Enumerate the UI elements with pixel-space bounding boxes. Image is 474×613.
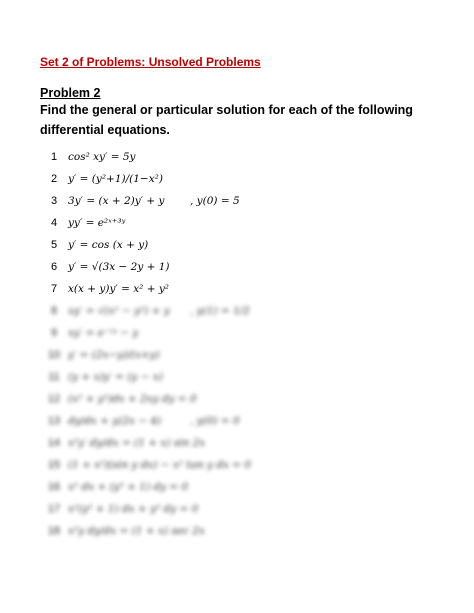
problem-item bbox=[40, 190, 440, 212]
problem-equation: y′ = (y²+1)/(1−x²) bbox=[68, 173, 163, 185]
problem-number: 5 bbox=[50, 239, 58, 251]
problem-number: 2 bbox=[50, 173, 58, 185]
problem-number: 4 bbox=[50, 217, 58, 229]
problem-item bbox=[40, 476, 440, 498]
problem-item bbox=[40, 168, 440, 190]
initial-condition: , y(1) = 1/2 bbox=[190, 305, 250, 317]
problem-equation: yy′ = e²ˣ⁺³ʸ bbox=[68, 217, 126, 229]
problem-equation: cos² xy′ = 5y bbox=[68, 151, 136, 163]
problem-number: 8 bbox=[50, 305, 58, 317]
problem-item bbox=[40, 344, 440, 366]
problem-item bbox=[40, 146, 440, 168]
problem-item bbox=[40, 278, 440, 300]
problem-item bbox=[40, 498, 440, 520]
problem-number: 17 bbox=[47, 503, 61, 515]
problem-item bbox=[40, 520, 440, 542]
problem-item bbox=[40, 322, 440, 344]
problem-item bbox=[40, 300, 440, 322]
problem-equation: x²y′ dy/dx = (1 + x) sin 2x bbox=[68, 437, 206, 449]
problem-item bbox=[40, 212, 440, 234]
problem-number: 11 bbox=[48, 371, 60, 383]
problem-item bbox=[40, 234, 440, 256]
problem-item bbox=[40, 432, 440, 454]
problem-equation: x²(y² + 1) dx + y² dy = 0 bbox=[68, 503, 199, 515]
problem-equation: x²y dy/dx = (1 + x) sec 2x bbox=[68, 525, 205, 537]
problem-equation: 3y′ = (x + 2)y′ + y bbox=[68, 195, 165, 207]
instructions-text: Find the general or particular solution for each of the following differential equations. bbox=[40, 103, 413, 137]
problem-number: 7 bbox=[50, 283, 58, 295]
problem-item bbox=[40, 256, 440, 278]
problem-equation: (y + x)y′ = (y − x) bbox=[68, 371, 163, 383]
problem-number: 6 bbox=[50, 261, 58, 273]
problem-number: 13 bbox=[47, 415, 61, 427]
problem-equation: y′ = (2x−y)/(x+y) bbox=[68, 349, 160, 361]
problem-equation: xy′ = e⁻ˣʸ − y bbox=[68, 327, 139, 339]
problem-number: 1 bbox=[50, 151, 58, 163]
problem-number: 15 bbox=[47, 459, 61, 471]
problem-equation: x(x + y)y′ = x² + y² bbox=[68, 283, 169, 295]
problem-number: 14 bbox=[47, 437, 61, 449]
set-title: Set 2 of Problems: Unsolved Problems bbox=[40, 55, 261, 69]
problem-list bbox=[40, 146, 440, 542]
problem-item bbox=[40, 454, 440, 476]
problem-equation: (x² + y²)dx + 2xy dy = 0 bbox=[68, 393, 197, 405]
problem-equation: x² dx + (y² + 1) dy = 0 bbox=[68, 481, 189, 493]
initial-condition: , y(0) = 0 bbox=[190, 415, 240, 427]
problem-equation: y′ = cos (x + y) bbox=[68, 239, 149, 251]
problem-number: 16 bbox=[47, 481, 61, 493]
problem-number: 10 bbox=[47, 349, 61, 361]
problem-number: 9 bbox=[50, 327, 58, 339]
problem-equation: xy′ = √(x² − y²) + y bbox=[68, 305, 170, 317]
problem-number: 12 bbox=[47, 393, 61, 405]
problem-number: 3 bbox=[50, 195, 58, 207]
problem-equation: (1 + x²)(sin y dx) − x² tan y dx = 0 bbox=[68, 459, 252, 471]
problem-number: 18 bbox=[47, 525, 61, 537]
problem-item bbox=[40, 410, 440, 432]
problem-equation: y′ = √(3x − 2y + 1) bbox=[68, 261, 170, 273]
problem-heading: Problem 2 bbox=[40, 86, 101, 100]
problem-equation: dy/dx + y(2x − 4) bbox=[68, 415, 162, 427]
problem-item bbox=[40, 366, 440, 388]
initial-condition: , y(0) = 5 bbox=[190, 195, 240, 207]
problem-item bbox=[40, 388, 440, 410]
